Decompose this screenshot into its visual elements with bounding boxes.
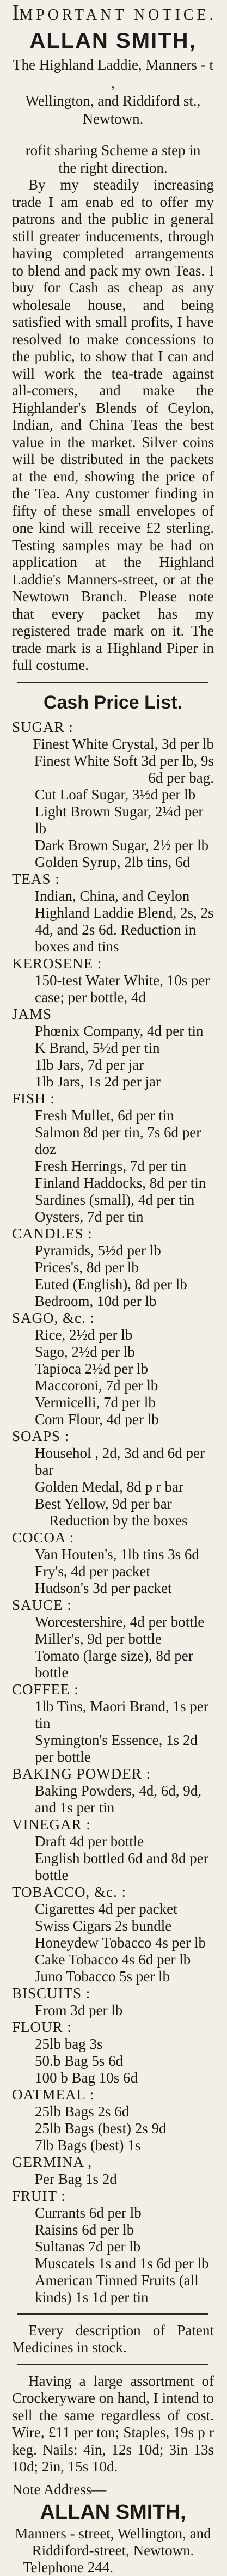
price-item: Swiss Cigars 2s bundle bbox=[35, 1917, 172, 1934]
price-item: Maccoroni, 7d per lb bbox=[35, 1377, 158, 1394]
price-item: Raisins 6d per lb bbox=[35, 2221, 134, 2238]
divider bbox=[17, 2364, 208, 2365]
price-item: Sago, 2½d per lb bbox=[35, 1343, 135, 1360]
price-item: Van Houten's, 1lb tins 3s 6d bbox=[35, 1546, 199, 1562]
price-item: 25lb Bags 2s 6d bbox=[35, 2103, 130, 2120]
price-item: 25lb Bags (best) 2s 9d bbox=[35, 2120, 167, 2137]
price-item: 150-test Water White, 10s per case; per bottle, 4d bbox=[35, 972, 210, 1005]
merchant-subtitle bbox=[12, 56, 214, 128]
price-item: Finest White Crystal, 3d per lb bbox=[33, 735, 214, 752]
price-item: English bottled 6d and 8d per bottle bbox=[35, 1849, 208, 1883]
price-item: Pyramids, 5½d per lb bbox=[35, 1242, 161, 1259]
price-item: Rice, 2½d per lb bbox=[35, 1326, 133, 1343]
price-item: 7lb Bags (best) 1s bbox=[35, 2137, 141, 2153]
price-category: CANDLES : bbox=[12, 1225, 93, 1242]
price-item: Miller's, 9d per bottle bbox=[35, 1630, 162, 1647]
merchant-subtitle-line: The Highland Laddie, Manners - t , bbox=[13, 57, 213, 91]
price-item: Prices's, 8d per lb bbox=[35, 1259, 139, 1275]
footer-address-line: Riddiford-street, Newtown. bbox=[32, 2542, 194, 2559]
price-item: Indian, China, and Ceylon Highland Laddie Blend, 2s, 2s 4d, and 2s 6d. Reduction in boxes and tins bbox=[35, 887, 214, 955]
price-item: Golden Medal, 8d p r bar bbox=[35, 1478, 183, 1495]
notice-heading-rest: MPORTANT NOTICE. bbox=[19, 7, 217, 23]
price-item: Tomato (large size), 8d per bottle bbox=[35, 1647, 193, 1681]
price-item: American Tinned Fruits (all kinds) 1s 1d per tin bbox=[35, 2272, 199, 2305]
price-item: Corn Flour, 4d per lb bbox=[35, 1411, 159, 1427]
price-item: 100 b Bag 10s 6d bbox=[35, 2069, 138, 2086]
crockery-section bbox=[12, 2373, 214, 2476]
price-item: Symington's Essence, 1s 2d per bottle bbox=[35, 1731, 198, 1765]
intro-paragraph: By my steadily increasing trade I am enab ed to offer my patrons and the public in general still greater inducements, through having completed arrangements to blend and pack my own Teas. I buy for Cash as cheap as any wholesale house, and being satisfied with small profits, I have resolved to make concessions to the public, to show that I can and will work the tea-trade against all-comers, and make the Highlander's Blends of Ceylon, Indian, and China Teas the best value in the market. Silver coins will be distributed in the packets at the end, showing the price of the Tea. Any customer finding in fifty of these small envelopes of one kind will receive £2 sterling. Testing samples may be had on application at the Highland Laddie's Manners-street, or at the Newtown Branch. Please note that every packet has my registered trade mark on it. The trade mark is a Highland Piper in full costume. bbox=[12, 176, 214, 673]
price-item: Sardines (small), 4d per tin bbox=[35, 1191, 195, 1208]
price-item: From 3d per lb bbox=[35, 2001, 123, 2018]
merchant-subtitle-line: Wellington, and Riddiford st., bbox=[25, 93, 201, 109]
price-item: Sultanas 7d per lb bbox=[35, 2238, 141, 2255]
price-item: Golden Syrup, 2lb tins, 6d bbox=[35, 853, 191, 870]
price-item: Reduction by the boxes bbox=[49, 1512, 188, 1529]
crockery-paragraph: Having a large assortment of Crockeryware on hand, I intend to sell the same regardless of cost. Wire, £11 per ton; Staples, 19s p r keg. Nails: 4in, 12s 10d; 3in 13s 10d; 2in, 15s 10d. bbox=[12, 2372, 214, 2475]
footer-merchant-name: ALLAN SMITH, bbox=[40, 2500, 186, 2524]
price-item: Draft 4d per bottle bbox=[35, 1833, 144, 1849]
price-category: COFFEE : bbox=[12, 1681, 79, 1698]
footer-address-line: Manners - street, Wellington, and bbox=[15, 2525, 211, 2542]
price-category: TEAS : bbox=[12, 870, 60, 887]
price-category: SAUCE : bbox=[12, 1596, 72, 1613]
price-item: Euted (English), 8d per lb bbox=[35, 1275, 187, 1292]
price-item: Light Brown Sugar, 2¼d per lb bbox=[35, 803, 204, 837]
merchant-name: ALLAN SMITH, bbox=[29, 29, 197, 53]
price-item: Currants 6d per lb bbox=[35, 2204, 142, 2221]
price-item: 50.b Bag 5s 6d bbox=[35, 2052, 123, 2069]
patent-medicines-section bbox=[12, 2322, 214, 2357]
price-item: Per Bag 1s 2d bbox=[35, 2170, 117, 2187]
profit-sharing-line: rofit sharing Scheme a step in the right direction. bbox=[25, 142, 201, 176]
price-list bbox=[12, 719, 214, 2306]
notice-heading-initial: I bbox=[12, 0, 20, 25]
price-category: TOBACCO, &c. : bbox=[12, 1883, 127, 1900]
price-item: Hudson's 3d per packet bbox=[35, 1579, 172, 1596]
price-category: SUGAR : bbox=[12, 718, 73, 735]
price-item: Salmon 8d per tin, 7s 6d per doz bbox=[35, 1124, 201, 1157]
price-item: Honeydew Tobacco 4s per lb bbox=[35, 1934, 206, 1951]
price-item: Cut Loaf Sugar, 3½d per lb bbox=[35, 786, 196, 803]
price-item: Fry's, 4d per packet bbox=[35, 1562, 150, 1579]
price-item: 1lb Jars, 1s 2d per jar bbox=[35, 1073, 161, 1090]
price-category: GERMINA , bbox=[12, 2153, 93, 2170]
patent-medicines-text: Every description of Patent Medicines in stock. bbox=[12, 2322, 214, 2355]
price-item: Finland Haddocks, 8d per tin bbox=[35, 1174, 206, 1191]
price-category: VINEGAR : bbox=[12, 1816, 91, 1833]
price-item: Cigarettes 4d per packet bbox=[35, 1900, 177, 1917]
price-item: Baking Powders, 4d, 6d, 9d, and 1s per tin bbox=[35, 1782, 201, 1816]
price-category: OATMEAL : bbox=[12, 2086, 95, 2103]
price-item: 1lb Tins, Maori Brand, 1s per tin bbox=[35, 1698, 208, 1731]
price-category: SAGO, &c. : bbox=[12, 1309, 95, 1326]
price-item: Best Yellow, 9d per bar bbox=[35, 1495, 172, 1512]
price-item: Fresh Herrings, 7d per tin bbox=[35, 1157, 187, 1174]
price-item: Tapioca 2½d per lb bbox=[35, 1360, 149, 1377]
price-item: Muscatels 1s and 1s 6d per lb bbox=[35, 2255, 209, 2272]
divider bbox=[17, 2313, 208, 2315]
price-item: Worcestershire, 4d per bottle bbox=[35, 1613, 205, 1630]
price-category: FISH : bbox=[12, 1090, 55, 1107]
telephone: Telephone 244. bbox=[23, 2559, 114, 2575]
price-category: FLOUR : bbox=[12, 2018, 72, 2035]
price-category: FRUIT : bbox=[12, 2187, 66, 2204]
price-item: 25lb bag 3s bbox=[35, 2035, 103, 2052]
price-list-title: Cash Price List. bbox=[43, 692, 183, 713]
price-category: BAKING POWDER : bbox=[12, 1765, 151, 1782]
price-category: JAMS bbox=[12, 1005, 52, 1022]
price-item: Cake Tobacco 4s 6d per lb bbox=[35, 1951, 191, 1968]
price-category: BISCUITS : bbox=[12, 1985, 91, 2001]
price-item: Dark Brown Sugar, 2½ per lb bbox=[35, 837, 209, 853]
intro-section bbox=[12, 142, 214, 674]
price-item: Vermicelli, 7d per lb bbox=[35, 1394, 156, 1411]
price-item: Fresh Mullet, 6d per tin bbox=[35, 1107, 174, 1124]
price-item: Bedroom, 10d per lb bbox=[35, 1292, 157, 1309]
price-item: Juno Tobacco 5s per lb bbox=[35, 1968, 170, 1985]
price-category: SOAPS : bbox=[12, 1427, 70, 1444]
notice-heading bbox=[12, 0, 217, 25]
merchant-subtitle-line: Newtown. bbox=[82, 111, 144, 127]
price-item: Oysters, 7d per tin bbox=[35, 1208, 144, 1225]
price-item: Finest White Soft 3d per lb, 9s 6d per bag. bbox=[34, 752, 214, 786]
price-item: Househol , 2d, 3d and 6d per bar bbox=[35, 1444, 205, 1478]
note-address-label: Note Address— bbox=[12, 2481, 107, 2498]
price-category: COCOA : bbox=[12, 1529, 75, 1546]
price-item: 1lb Jars, 7d per jar bbox=[35, 1056, 144, 1073]
divider bbox=[17, 682, 208, 683]
price-item: K Brand, 5½d per tin bbox=[35, 1039, 160, 1056]
price-item: Phœnix Company, 4d per tin bbox=[35, 1022, 204, 1039]
price-category: KEROSENE : bbox=[12, 955, 102, 972]
